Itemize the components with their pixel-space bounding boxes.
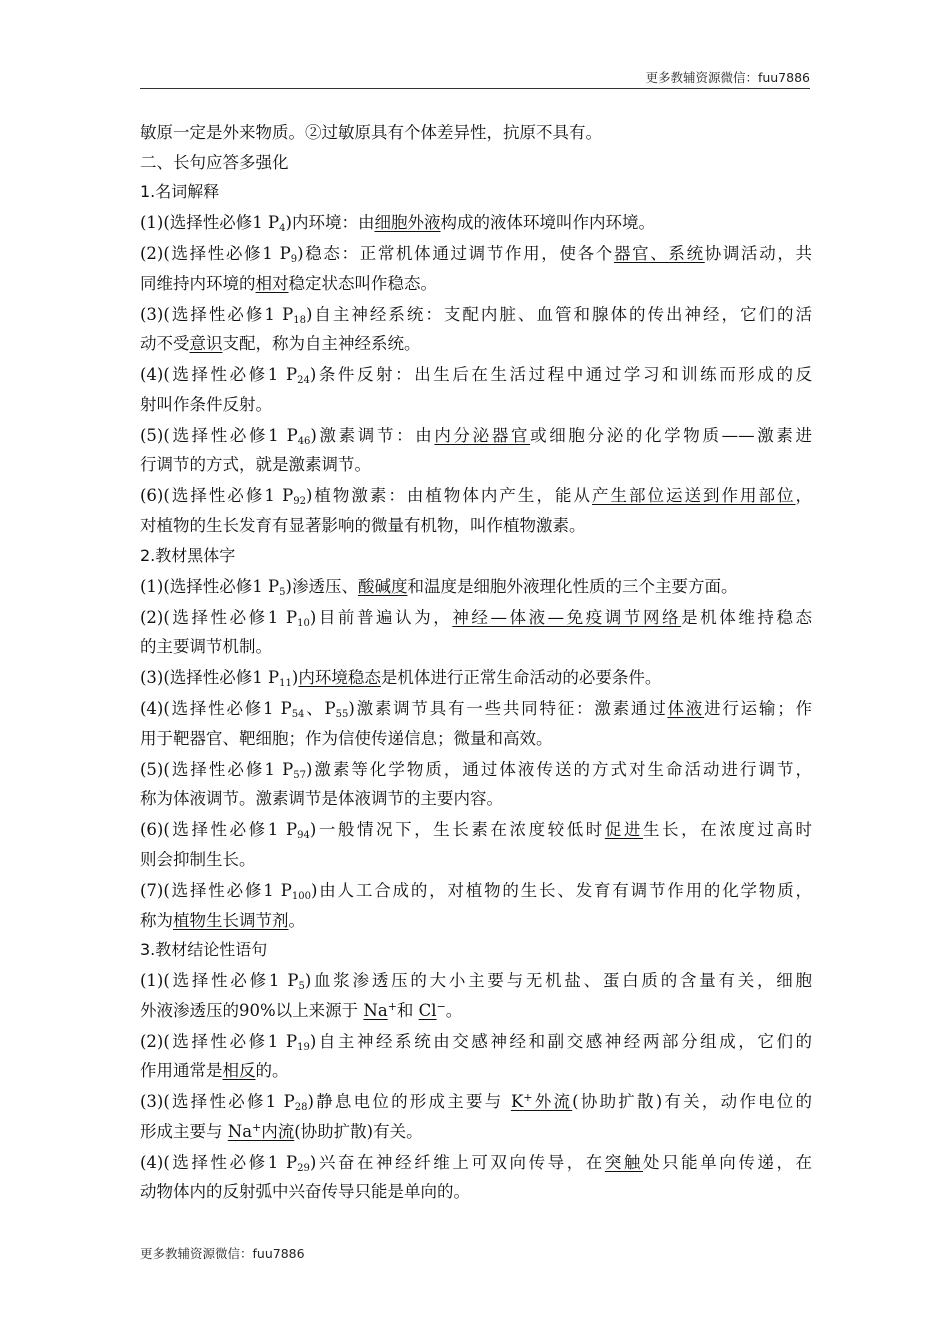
text-line: 射叫作条件反射。 (140, 394, 272, 414)
text-line: 动物体内的反射弧中兴奋传导只能是单向的。 (140, 1182, 470, 1202)
document-body (140, 118, 812, 1207)
text-line: (1)(选择性必修1 $P_4$)内环境：由细胞外液构成的液体环境叫作内环境。 (140, 213, 655, 235)
underlined-term: Cl (418, 1000, 437, 1020)
text-line: 外液渗透压的90%以上来源于 Na+和 Cl−。 (140, 999, 463, 1020)
text-line: 用于靶器官、靶细胞；作为信使传递信息；微量和高效。 (140, 728, 553, 748)
underlined-term: 酸碱度 (357, 576, 408, 596)
text-line: (5)(选择性必修1 $P_{57}$)激素等化学物质，通过体液传送的方式对生命活动进行调节， (140, 759, 813, 781)
text-line: (1)(选择性必修1 $P_5$)渗透压、酸碱度和温度是细胞外液理化性质的三个主要方面。 (140, 576, 738, 598)
text-line: (1)(选择性必修1 $P_5$)血浆渗透压的大小主要与无机盐、蛋白质的含量有关，细胞 (140, 971, 813, 993)
text-line: (2)(选择性必修1 $P_{10}$)目前普遍认为，神经—体液—免疫调节网络是机体维持稳态 (140, 607, 813, 629)
underlined-term: 器官、系统 (613, 244, 705, 264)
subsection-heading: 2.教材黑体字 (140, 545, 236, 565)
subsection-heading: 3.教材结论性语句 (140, 940, 268, 960)
text-line: 作用通常是相反的。 (140, 1061, 289, 1081)
underlined-term: 促进 (604, 820, 643, 840)
underlined-term: 内分泌器官 (434, 425, 531, 445)
text-line: (3)(选择性必修1 $P_{18}$)自主神经系统：支配内脏、血管和腺体的传出神经，它们的活 (140, 304, 813, 326)
text-line: (4)(选择性必修1 $P_{29}$)兴奋在神经纤维上可双向传导，在突触处只能单向传递，在 (140, 1152, 813, 1174)
underlined-term: 相对 (255, 273, 289, 293)
text-line: (4)(选择性必修1 $P_{54}$、$P_{55}$)激素调节具有一些共同特征：激素通过体液进行运输；作 (140, 699, 813, 721)
text-line: (5)(选择性必修1 $P_{46}$)激素调节：由内分泌器官或细胞分泌的化学物质——激素进 (140, 425, 813, 447)
header-text: 更多教辅资源微信：fuu7886 (645, 70, 810, 85)
footer-text: 更多教辅资源微信：fuu7886 (140, 1246, 305, 1261)
text-line: 同维持内环境的相对稳定状态叫作稳态。 (140, 273, 437, 293)
text-line: 行调节的方式，就是激素调节。 (140, 455, 371, 475)
text-line: 的主要调节机制。 (140, 637, 272, 657)
text-line: (2)(选择性必修1 $P_{19}$)自主神经系统由交感神经和副交感神经两部分组成，它们的 (140, 1031, 813, 1053)
text-line: 则会抑制生长。 (140, 849, 256, 869)
underlined-term: 体液 (667, 699, 705, 719)
text-line: (2)(选择性必修1 $P_9$)稳态：正常机体通过调节作用，使各个器官、系统协调活动，共 (140, 244, 813, 266)
underlined-term: 产生部位运送到作用部位 (591, 486, 796, 506)
underlined-term: 植物生长调节剂 (173, 910, 289, 930)
text-line: 形成主要与 Na+内流(协助扩散)有关。 (140, 1120, 423, 1141)
text-line: 对植物的生长发育有显著影响的微量有机物，叫作植物激素。 (140, 516, 586, 536)
text-line: (6)(选择性必修1 $P_{92}$)植物激素：由植物体内产生，能从产生部位运送到作用部位， (140, 486, 813, 508)
text-line: 动不受意识支配，称为自主神经系统。 (140, 334, 421, 354)
text-line: (4)(选择性必修1 $P_{24}$)条件反射：出生后在生活过程中通过学习和训练而形成的反 (140, 365, 813, 387)
text-line: (3)(选择性必修1 $P_{11}$)内环境稳态是机体进行正常生命活动的必要条件。 (140, 668, 662, 690)
text-line: 称为体液调节。激素调节是体液调节的主要内容。 (140, 789, 503, 809)
underlined-term: K+外流 (510, 1091, 573, 1112)
underlined-term: Na (363, 1000, 388, 1020)
underlined-term: 神经—体液—免疫调节网络 (452, 607, 682, 627)
text-line: (7)(选择性必修1 $P_{100}$)由人工合成的，对植物的生长、发育有调节作用的化学物质， (140, 880, 813, 902)
underlined-term: 意识 (189, 334, 223, 354)
page-footer (140, 1244, 305, 1262)
text-line: (6)(选择性必修1 $P_{94}$)一般情况下，生长素在浓度较低时促进生长，在浓度过高时 (140, 820, 813, 842)
page-header (140, 62, 810, 89)
text-line: 敏原一定是外来物质。②过敏原具有个体差异性，抗原不具有。 (140, 123, 602, 142)
text-line: 称为植物生长调节剂。 (140, 910, 305, 930)
underlined-term: 突触 (604, 1152, 643, 1172)
underlined-term: 内环境稳态 (298, 668, 381, 688)
subsection-heading: 1.名词解释 (140, 182, 220, 202)
text-line: (3)(选择性必修1 $P_{28}$)静息电位的形成主要与 K+外流(协助扩散)有关，动作电位的 (140, 1091, 813, 1114)
underlined-term: 细胞外液 (374, 213, 441, 233)
underlined-term: Na+内流 (227, 1120, 295, 1141)
underlined-term: 相反 (222, 1061, 256, 1081)
section-heading: 二、长句应答多强化 (140, 152, 289, 172)
